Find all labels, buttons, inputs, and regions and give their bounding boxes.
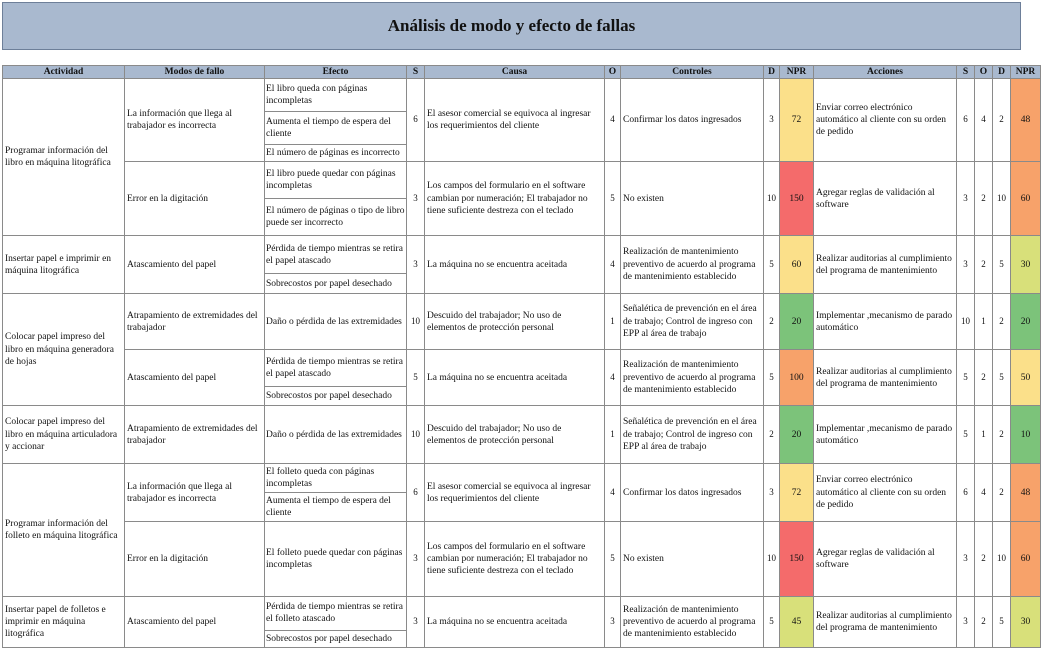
cause-cell: La máquina no se encuentra aceitada: [425, 597, 605, 648]
cause-cell: El asesor comercial se equivoca al ingresar los requerimientos del cliente: [425, 464, 605, 522]
table-row: [3, 350, 1041, 406]
npr-2-cell: 30: [1011, 236, 1041, 294]
npr-cell: 20: [780, 406, 814, 464]
severity-cell: 3: [407, 597, 425, 648]
header-failure-modes: Modos de fallo: [125, 66, 265, 79]
detection-cell: 5: [764, 597, 780, 648]
occurrence-cell: 1: [605, 406, 621, 464]
header-occurrence: O: [605, 66, 621, 79]
cause-cell: El asesor comercial se equivoca al ingresar los requerimientos del cliente: [425, 79, 605, 162]
action-cell: Agregar reglas de validación al software: [814, 522, 957, 597]
severity-2-cell: 6: [957, 464, 975, 522]
detection-2-cell: 5: [993, 350, 1011, 406]
npr-cell: 100: [780, 350, 814, 406]
failure-mode-cell: Atascamiento del papel: [125, 350, 265, 406]
detection-cell: 2: [764, 294, 780, 350]
effect-item: El folleto puede quedar con páginas incompletas: [266, 548, 403, 571]
severity-cell: 3: [407, 522, 425, 597]
effect-item: El número de páginas o tipo de libro puede ser incorrecto: [266, 206, 405, 229]
occurrence-2-cell: 2: [975, 350, 993, 406]
npr-2-cell: 48: [1011, 464, 1041, 522]
controls-cell: Realización de mantenimiento preventivo de acuerdo al programa de mantenimiento establecido: [621, 597, 764, 648]
cause-cell: Los campos del formulario en el software cambian por numeración; El trabajador no tiene suficiente destreza con el teclado: [425, 162, 605, 236]
sheet-title: Análisis de modo y efecto de fallas: [2, 2, 1021, 50]
action-cell: Enviar correo electrónico automático al cliente con su orden de pedido: [814, 79, 957, 162]
failure-mode-cell: Atrapamiento de extremidades del trabajador: [125, 406, 265, 464]
action-cell: Realizar auditorias al cumplimiento del programa de mantenimiento: [814, 236, 957, 294]
table-body: [3, 79, 1041, 648]
occurrence-2-cell: 4: [975, 79, 993, 162]
detection-cell: 10: [764, 162, 780, 236]
occurrence-cell: 5: [605, 522, 621, 597]
controls-cell: No existen: [621, 162, 764, 236]
activity-cell: Colocar papel impreso del libro en máquina generadora de hojas: [3, 294, 125, 406]
activity-cell: Programar información del folleto en máquina litográfica: [3, 464, 125, 597]
action-cell: Implementar ,mecanismo de parado automático: [814, 294, 957, 350]
occurrence-2-cell: 4: [975, 464, 993, 522]
effects-cell: [265, 464, 407, 522]
table-row: [3, 464, 1041, 522]
npr-2-cell: 20: [1011, 294, 1041, 350]
effect-item: Sobrecostos por papel desechado: [266, 633, 392, 644]
cause-cell: La máquina no se encuentra aceitada: [425, 236, 605, 294]
failure-mode-cell: Atascamiento del papel: [125, 236, 265, 294]
severity-cell: 6: [407, 464, 425, 522]
effects-cell: [265, 162, 407, 236]
header-effect: Efecto: [265, 66, 407, 79]
detection-2-cell: 2: [993, 79, 1011, 162]
severity-2-cell: 6: [957, 79, 975, 162]
npr-2-cell: 48: [1011, 79, 1041, 162]
action-cell: Agregar reglas de validación al software: [814, 162, 957, 236]
activity-cell: Insertar papel e imprimir en máquina litográfica: [3, 236, 125, 294]
effect-item: El libro queda con páginas incompletas: [265, 79, 406, 111]
npr-2-cell: 60: [1011, 162, 1041, 236]
occurrence-cell: 4: [605, 236, 621, 294]
controls-cell: Confirmar los datos ingresados: [621, 464, 764, 522]
effect-item: Pérdida de tiempo mientras se retira el folleto atascado: [265, 597, 406, 630]
header-npr-2: NPR: [1011, 66, 1041, 79]
severity-2-cell: 5: [957, 350, 975, 406]
failure-mode-cell: Atrapamiento de extremidades del trabajador: [125, 294, 265, 350]
header-controls: Controles: [621, 66, 764, 79]
effect-item: Aumenta el tiempo de espera del cliente: [265, 112, 406, 145]
severity-2-cell: 10: [957, 294, 975, 350]
occurrence-2-cell: 2: [975, 162, 993, 236]
effect-item: Sobrecostos por papel desechado: [266, 391, 392, 402]
failure-mode-cell: Atascamiento del papel: [125, 597, 265, 648]
header-occurrence-2: O: [975, 66, 993, 79]
action-cell: Realizar auditorias al cumplimiento del programa de mantenimiento: [814, 597, 957, 648]
header-cause: Causa: [425, 66, 605, 79]
effect-item: Sobrecostos por papel desechado: [266, 278, 392, 289]
effect-item: Daño o pérdida de las extremidades: [266, 316, 402, 327]
controls-cell: Señalética de prevención en el área de trabajo; Control de ingreso con EPP al área de trabajo: [621, 294, 764, 350]
failure-mode-cell: Error en la digitación: [125, 522, 265, 597]
table-row: [3, 522, 1041, 597]
occurrence-2-cell: 2: [975, 522, 993, 597]
detection-cell: 3: [764, 79, 780, 162]
severity-2-cell: 5: [957, 406, 975, 464]
activity-cell: Insertar papel de folletos e imprimir en máquina litográfica: [3, 597, 125, 648]
detection-2-cell: 10: [993, 522, 1011, 597]
detection-2-cell: 2: [993, 294, 1011, 350]
detection-2-cell: 2: [993, 406, 1011, 464]
npr-cell: 150: [780, 162, 814, 236]
table-row: [3, 294, 1041, 350]
severity-cell: 3: [407, 162, 425, 236]
severity-2-cell: 3: [957, 162, 975, 236]
controls-cell: No existen: [621, 522, 764, 597]
table-row: [3, 162, 1041, 236]
npr-cell: 45: [780, 597, 814, 648]
effects-cell: [265, 79, 407, 162]
severity-cell: 3: [407, 236, 425, 294]
occurrence-2-cell: 2: [975, 236, 993, 294]
occurrence-cell: 4: [605, 79, 621, 162]
table-row: [3, 79, 1041, 162]
table-row: [3, 597, 1041, 648]
controls-cell: Confirmar los datos ingresados: [621, 79, 764, 162]
npr-cell: 150: [780, 522, 814, 597]
severity-cell: 6: [407, 79, 425, 162]
detection-cell: 5: [764, 236, 780, 294]
severity-2-cell: 3: [957, 522, 975, 597]
activity-cell: Programar información del libro en máquina litográfica: [3, 79, 125, 236]
effect-item: Pérdida de tiempo mientras se retira el papel atascado: [265, 236, 406, 274]
occurrence-cell: 1: [605, 294, 621, 350]
effects-cell: [265, 597, 407, 648]
effects-cell: [265, 236, 407, 294]
header-severity: S: [407, 66, 425, 79]
effects-cell: [265, 406, 407, 464]
fmea-table: [2, 65, 1041, 648]
cause-cell: Los campos del formulario en el software cambian por numeración; El trabajador no tiene suficiente destreza con el teclado: [425, 522, 605, 597]
npr-cell: 72: [780, 464, 814, 522]
failure-mode-cell: La información que llega al trabajador es incorrecta: [125, 464, 265, 522]
cause-cell: La máquina no se encuentra aceitada: [425, 350, 605, 406]
effect-item: Aumenta el tiempo de espera del cliente: [266, 496, 391, 519]
effect-item: Daño o pérdida de las extremidades: [266, 429, 402, 440]
occurrence-2-cell: 1: [975, 294, 993, 350]
detection-2-cell: 10: [993, 162, 1011, 236]
npr-2-cell: 30: [1011, 597, 1041, 648]
npr-cell: 60: [780, 236, 814, 294]
severity-cell: 5: [407, 350, 425, 406]
occurrence-cell: 4: [605, 350, 621, 406]
npr-2-cell: 10: [1011, 406, 1041, 464]
detection-2-cell: 5: [993, 597, 1011, 648]
npr-cell: 20: [780, 294, 814, 350]
occurrence-cell: 3: [605, 597, 621, 648]
occurrence-cell: 4: [605, 464, 621, 522]
controls-cell: Realización de mantenimiento preventivo de acuerdo al programa de mantenimiento establecido: [621, 350, 764, 406]
effects-cell: [265, 350, 407, 406]
action-cell: Enviar correo electrónico automático al cliente con su orden de pedido: [814, 464, 957, 522]
effects-cell: [265, 294, 407, 350]
header-npr: NPR: [780, 66, 814, 79]
table-row: [3, 406, 1041, 464]
detection-cell: 10: [764, 522, 780, 597]
controls-cell: Realización de mantenimiento preventivo de acuerdo al programa de mantenimiento establecido: [621, 236, 764, 294]
detection-2-cell: 5: [993, 236, 1011, 294]
header-row: [3, 66, 1041, 79]
severity-cell: 10: [407, 406, 425, 464]
header-detection: D: [764, 66, 780, 79]
action-cell: Implementar ,mecanismo de parado automático: [814, 406, 957, 464]
header-severity-2: S: [957, 66, 975, 79]
header-detection-2: D: [993, 66, 1011, 79]
occurrence-2-cell: 2: [975, 597, 993, 648]
detection-2-cell: 2: [993, 464, 1011, 522]
table-row: [3, 236, 1041, 294]
effect-item: El libro puede quedar con páginas incompletas: [265, 162, 406, 199]
severity-2-cell: 3: [957, 236, 975, 294]
failure-mode-cell: Error en la digitación: [125, 162, 265, 236]
effect-item: Pérdida de tiempo mientras se retira el papel atascado: [265, 350, 406, 386]
action-cell: Realizar auditorias al cumplimiento del programa de mantenimiento: [814, 350, 957, 406]
effects-cell: [265, 522, 407, 597]
npr-2-cell: 50: [1011, 350, 1041, 406]
detection-cell: 5: [764, 350, 780, 406]
detection-cell: 2: [764, 406, 780, 464]
npr-2-cell: 60: [1011, 522, 1041, 597]
severity-cell: 10: [407, 294, 425, 350]
cause-cell: Descuido del trabajador; No uso de elementos de protección personal: [425, 294, 605, 350]
occurrence-2-cell: 1: [975, 406, 993, 464]
severity-2-cell: 3: [957, 597, 975, 648]
failure-mode-cell: La información que llega al trabajador es incorrecta: [125, 79, 265, 162]
activity-cell: Colocar papel impreso del libro en máquina articuladora y accionar: [3, 406, 125, 464]
header-activity: Actividad: [3, 66, 125, 79]
occurrence-cell: 5: [605, 162, 621, 236]
controls-cell: Señalética de prevención en el área de trabajo; Control de ingreso con EPP al área de trabajo: [621, 406, 764, 464]
effect-item: El folleto queda con páginas incompletas: [265, 464, 406, 493]
npr-cell: 72: [780, 79, 814, 162]
detection-cell: 3: [764, 464, 780, 522]
effect-item: El número de páginas es incorrecto: [266, 148, 400, 159]
header-actions: Acciones: [814, 66, 957, 79]
cause-cell: Descuido del trabajador; No uso de elementos de protección personal: [425, 406, 605, 464]
